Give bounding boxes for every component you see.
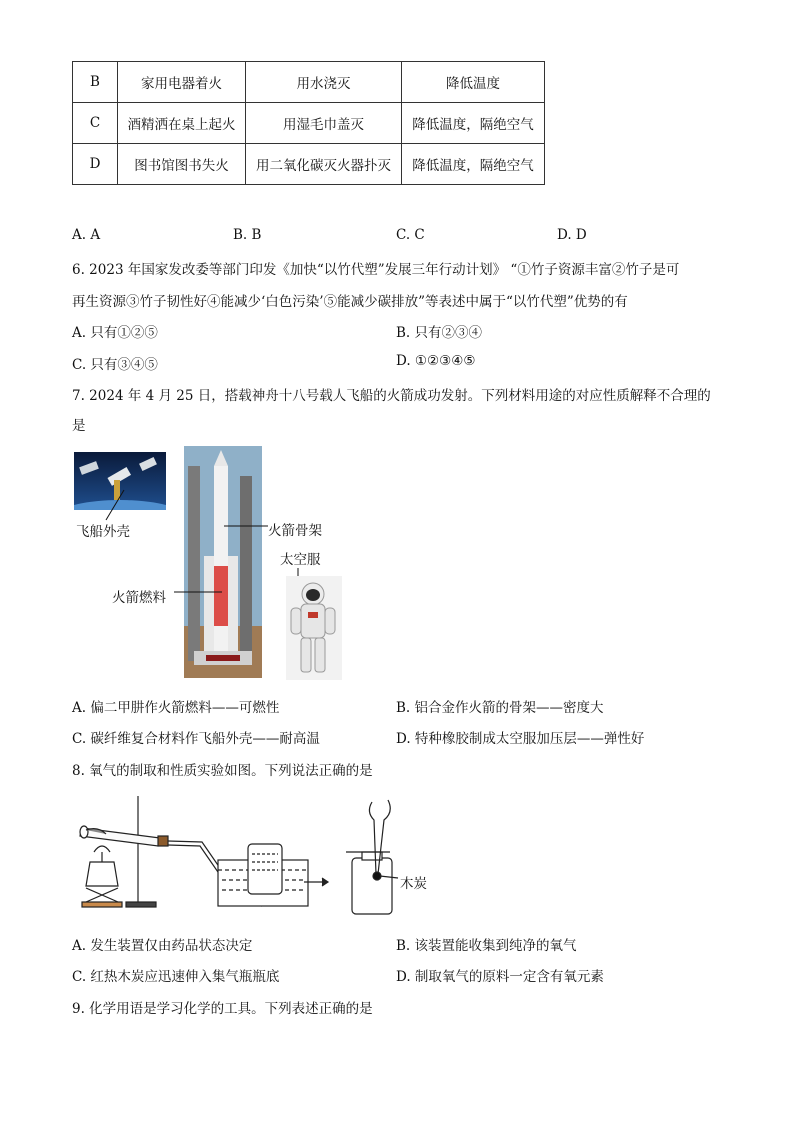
q7-option-d[interactable]: D. 特种橡胶制成太空服加压层——弹性好 (396, 731, 645, 747)
q8-option-d[interactable]: D. 制取氧气的原料一定含有氧元素 (396, 969, 604, 985)
shell-pointer (102, 486, 132, 526)
q6-option-d[interactable]: D. ①②③④⑤ (396, 353, 476, 369)
row-key: D (73, 144, 118, 185)
q5-option-d[interactable]: D. D (557, 227, 587, 243)
q8-stem: 8. 氧气的制取和性质实验如图。下列说法正确的是 (72, 763, 373, 779)
row-principle: 降低温度 (402, 62, 545, 103)
row-principle: 降低温度，隔绝空气 (402, 144, 545, 185)
q6-stem-line2: 再生资源③竹子韧性好④能减少‘白色污染’⑤能减少碳排放”等表述中属于“以竹代塑”优势的有 (72, 294, 628, 310)
fuel-pointer (172, 586, 224, 598)
row-scene: 图书馆图书失火 (118, 144, 246, 185)
shell-label: 飞船外壳 (76, 524, 130, 540)
q8-option-a[interactable]: A. 发生装置仅由药品状态决定 (72, 938, 253, 954)
row-method: 用水浇灭 (246, 62, 402, 103)
q7-option-b[interactable]: B. 铝合金作火箭的骨架——密度大 (396, 700, 604, 716)
charcoal-label: 木炭 (400, 876, 427, 892)
q8-option-c[interactable]: C. 红热木炭应迅速伸入集气瓶瓶底 (72, 969, 280, 985)
q6-option-b[interactable]: B. 只有②③④ (396, 325, 483, 341)
q6-option-c[interactable]: C. 只有③④⑤ (72, 357, 158, 373)
q7-option-a[interactable]: A. 偏二甲肼作火箭燃料——可燃性 (72, 700, 280, 716)
q6-option-a[interactable]: A. 只有①②⑤ (72, 325, 158, 341)
q7-option-c[interactable]: C. 碳纤维复合材料作飞船外壳——耐高温 (72, 731, 320, 747)
fire-table (72, 61, 545, 185)
fuel-label: 火箭燃料 (112, 590, 166, 606)
table-row (73, 144, 545, 185)
q7-stem-line1: 7. 2024 年 4 月 25 日，搭载神舟十八号载人飞船的火箭成功发射。下列材料用途的对应性质解释不合理的 (72, 388, 711, 404)
q9-stem: 9. 化学用语是学习化学的工具。下列表述正确的是 (72, 1001, 373, 1017)
q5-option-a[interactable]: A. A (72, 227, 101, 243)
table-row (73, 103, 545, 144)
q7-stem-line2: 是 (72, 418, 86, 434)
astronaut-photo (286, 576, 342, 680)
rocket-photo (184, 446, 262, 678)
row-scene: 酒精洒在桌上起火 (118, 103, 246, 144)
suit-label: 太空服 (280, 552, 321, 568)
q5-option-b[interactable]: B. B (233, 227, 262, 243)
row-scene: 家用电器着火 (118, 62, 246, 103)
table-row (73, 62, 545, 103)
q5-option-c[interactable]: C. C (396, 227, 425, 243)
row-method: 用湿毛巾盖灭 (246, 103, 402, 144)
row-key: C (73, 103, 118, 144)
row-method: 用二氧化碳灭火器扑灭 (246, 144, 402, 185)
frame-pointer (222, 518, 272, 534)
q6-stem-line1: 6. 2023 年国家发改委等部门印发《加快“以竹代塑”发展三年行动计划》 “①竹子资源丰富②竹子是可 (72, 262, 680, 278)
rocket-figure (72, 446, 372, 681)
oxygen-apparatus-diagram (72, 790, 442, 918)
row-principle: 降低温度，隔绝空气 (402, 103, 545, 144)
row-key: B (73, 62, 118, 103)
frame-label: 火箭骨架 (268, 523, 322, 539)
q8-option-b[interactable]: B. 该装置能收集到纯净的氧气 (396, 938, 577, 954)
